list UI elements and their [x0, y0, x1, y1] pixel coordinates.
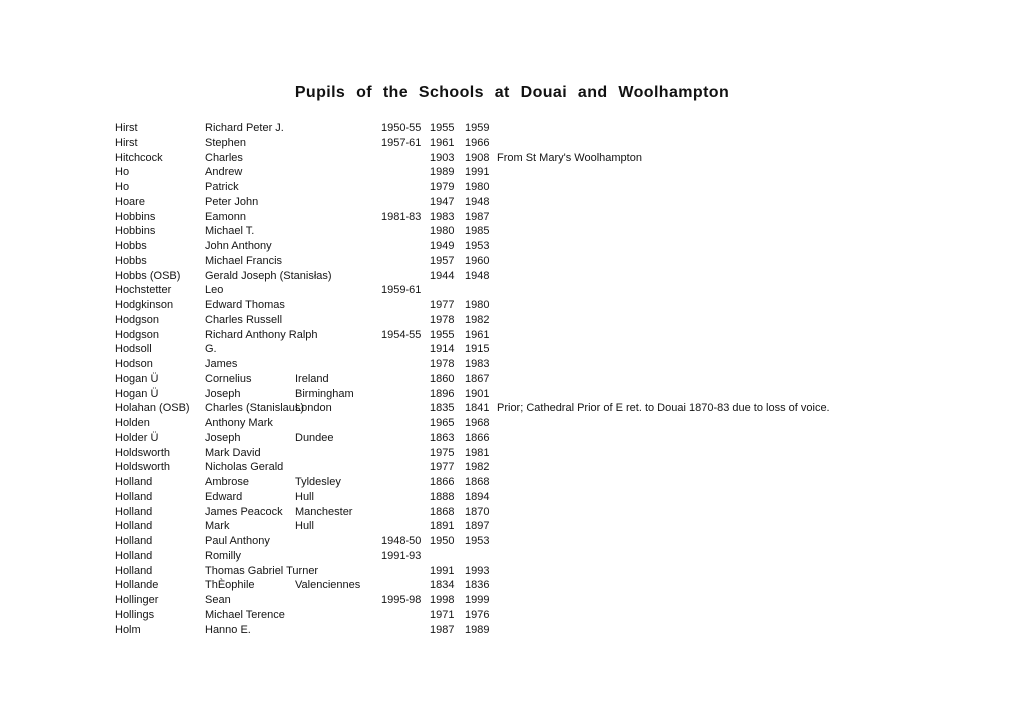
cell-range: 1991-93 [381, 549, 422, 562]
cell-year1: 1835 [430, 402, 455, 415]
cell-surname: Holm [115, 623, 141, 636]
cell-year2: 1867 [465, 372, 490, 385]
cell-year2: 1953 [465, 535, 490, 547]
cell-year1: 1983 [430, 210, 455, 223]
cell-forenames: Ambrose [205, 476, 250, 488]
cell-range: 1950-55 [381, 122, 422, 134]
cell-forenames: Gerald Joseph (Stanisłas) [205, 269, 332, 282]
cell-year1: 1965 [430, 417, 455, 429]
table-row [115, 578, 1014, 593]
page-title: Pupils of the Schools at Douai and Woolhampton [294, 84, 730, 101]
cell-surname: Hodgson [115, 313, 160, 326]
cell-surname: Holland [115, 490, 153, 503]
cell-year1: 1989 [430, 166, 455, 179]
cell-forenames: Joseph [205, 431, 241, 444]
cell-surname: Holland [115, 564, 153, 577]
cell-year1: 1866 [430, 476, 455, 488]
cell-year1: 1863 [430, 431, 455, 444]
cell-year1: 1903 [430, 151, 455, 164]
cell-forenames: Charles [205, 151, 243, 164]
cell-range: 1959-61 [381, 284, 422, 297]
cell-forenames: Patrick [205, 181, 239, 193]
cell-place: Ireland [295, 372, 329, 385]
table-row [115, 549, 1014, 564]
cell-year1: 1961 [430, 136, 455, 149]
cell-surname: Hodgkinson [115, 299, 174, 311]
cell-forenames: James Peacock [205, 505, 283, 518]
table-row [115, 416, 1014, 431]
table-row [115, 151, 1014, 166]
cell-year2: 1981 [465, 446, 490, 459]
table-row [115, 372, 1014, 387]
table-row [115, 431, 1014, 446]
cell-year2: 1841 [465, 402, 490, 415]
cell-forenames: Edward [205, 490, 243, 503]
cell-forenames: Thomas Gabriel Turner [205, 564, 319, 577]
cell-year1: 1868 [430, 505, 455, 518]
cell-forenames: James [205, 358, 238, 370]
cell-year2: 1894 [465, 490, 490, 503]
cell-surname: Hollings [115, 608, 155, 621]
table-row [115, 283, 1014, 298]
table-row [115, 608, 1014, 623]
cell-surname: Hollande [115, 579, 159, 592]
cell-year2: 1948 [465, 195, 490, 208]
cell-surname: Holdsworth [115, 461, 171, 474]
cell-forenames: Mark David [205, 446, 261, 459]
cell-place: Birmingham [295, 387, 354, 400]
cell-year1: 1978 [430, 313, 455, 326]
cell-year2: 1989 [465, 623, 490, 636]
table-row [115, 136, 1014, 151]
cell-surname: Hodson [115, 358, 153, 370]
cell-year2: 1993 [465, 564, 490, 577]
cell-surname: Hogan Ü [115, 372, 159, 385]
cell-year1: 1980 [430, 225, 455, 238]
cell-surname: Hirst [115, 136, 138, 149]
cell-year2: 1960 [465, 254, 490, 267]
cell-range: 1948-50 [381, 535, 422, 547]
cell-year1: 1944 [430, 269, 455, 282]
cell-forenames: Cornelius [205, 372, 252, 385]
cell-surname: Hollinger [115, 594, 159, 606]
cell-year1: 1888 [430, 490, 455, 503]
cell-surname: Hochstetter [115, 284, 172, 297]
table-row [115, 165, 1014, 180]
table-row [115, 387, 1014, 402]
cell-place: London [295, 402, 332, 415]
cell-year2: 1908 [465, 151, 490, 164]
cell-forenames: Mark [205, 520, 230, 533]
cell-forenames: Charles Russell [205, 313, 283, 326]
cell-place: Manchester [295, 505, 353, 518]
cell-year2: 1991 [465, 166, 490, 179]
cell-surname: Holdsworth [115, 446, 171, 459]
cell-year1: 1987 [430, 623, 455, 636]
cell-range: 1957-61 [381, 136, 422, 149]
cell-year2: 1985 [465, 225, 490, 238]
table-row [115, 342, 1014, 357]
cell-year1: 1957 [430, 254, 455, 267]
cell-year1: 1834 [430, 579, 455, 592]
cell-surname: Hirst [115, 122, 138, 134]
table-row [115, 224, 1014, 239]
table-row [115, 534, 1014, 549]
cell-range: 1981-83 [381, 210, 422, 223]
cell-year2: 1976 [465, 608, 490, 621]
cell-forenames: Charles (Stanislaus) [205, 402, 305, 415]
cell-year2: 1961 [465, 328, 490, 341]
cell-year2: 1868 [465, 476, 490, 488]
cell-year1: 1955 [430, 328, 455, 341]
cell-year1: 1891 [430, 520, 455, 533]
cell-forenames: Peter John [205, 195, 259, 208]
cell-forenames: Richard Anthony Ralph [205, 328, 318, 341]
table-row [115, 623, 1014, 638]
cell-surname: Hobbs [115, 254, 147, 267]
cell-year1: 1977 [430, 461, 455, 474]
cell-year2: 1953 [465, 240, 490, 252]
cell-forenames: Anthony Mark [205, 417, 273, 429]
cell-surname: Hoare [115, 195, 145, 208]
cell-year2: 1836 [465, 579, 490, 592]
cell-forenames: Michael Terence [205, 608, 285, 621]
cell-surname: Hobbins [115, 225, 156, 238]
cell-year2: 1980 [465, 299, 490, 311]
cell-surname: Hogan Ü [115, 387, 159, 400]
table-row [115, 446, 1014, 461]
cell-year2: 1866 [465, 431, 490, 444]
cell-year2: 1982 [465, 313, 490, 326]
cell-forenames: Leo [205, 284, 224, 297]
cell-surname: Holden [115, 417, 150, 429]
cell-year2: 1982 [465, 461, 490, 474]
cell-surname: Ho [115, 166, 130, 179]
cell-forenames: Eamonn [205, 210, 246, 223]
cell-year1: 1955 [430, 122, 455, 134]
cell-year2: 1915 [465, 343, 490, 356]
cell-surname: Hobbs (OSB) [115, 269, 181, 282]
cell-forenames: Edward Thomas [205, 299, 285, 311]
table-row [115, 210, 1014, 225]
pupils-table [115, 121, 1014, 637]
table-row [115, 460, 1014, 475]
table-row [115, 519, 1014, 534]
cell-year2: 1966 [465, 136, 490, 149]
cell-year1: 1991 [430, 564, 455, 577]
table-row [115, 328, 1014, 343]
cell-forenames: Romilly [205, 549, 242, 562]
cell-year2: 1901 [465, 387, 490, 400]
table-row [115, 401, 1014, 416]
cell-surname: Holder Ü [115, 431, 159, 444]
cell-forenames: Joseph [205, 387, 241, 400]
cell-year1: 1975 [430, 446, 455, 459]
table-row [115, 490, 1014, 505]
cell-place: Dundee [295, 431, 334, 444]
cell-year2: 1980 [465, 181, 490, 193]
table-row [115, 313, 1014, 328]
cell-surname: Holland [115, 549, 153, 562]
cell-range: 1995-98 [381, 594, 422, 606]
cell-forenames: G. [205, 343, 217, 356]
cell-year1: 1896 [430, 387, 455, 400]
table-row [115, 593, 1014, 608]
cell-surname: Hitchcock [115, 151, 163, 164]
cell-year1: 1949 [430, 240, 455, 252]
cell-year2: 1870 [465, 505, 490, 518]
table-row [115, 239, 1014, 254]
cell-forenames: John Anthony [205, 240, 272, 252]
cell-year2: 1987 [465, 210, 490, 223]
cell-forenames: Andrew [205, 166, 243, 179]
cell-surname: Ho [115, 181, 130, 193]
table-row [115, 475, 1014, 490]
cell-place: Hull [295, 520, 314, 533]
cell-surname: Holland [115, 535, 153, 547]
cell-year1: 1977 [430, 299, 455, 311]
cell-year2: 1983 [465, 358, 490, 370]
cell-forenames: Michael T. [205, 225, 255, 238]
cell-surname: Hobbs [115, 240, 147, 252]
cell-forenames: Michael Francis [205, 254, 283, 267]
cell-forenames: Nicholas Gerald [205, 461, 284, 474]
cell-surname: Holland [115, 476, 153, 488]
cell-surname: Holahan (OSB) [115, 402, 190, 415]
table-row [115, 357, 1014, 372]
cell-year1: 1978 [430, 358, 455, 370]
table-row [115, 121, 1014, 136]
cell-note: Prior; Cathedral Prior of E ret. to Douai 1870-83 due to loss of voice. [497, 402, 830, 415]
table-row [115, 505, 1014, 520]
cell-forenames: ThÈophile [205, 579, 255, 592]
cell-range: 1954-55 [381, 328, 422, 341]
cell-place: Hull [295, 490, 314, 503]
cell-surname: Holland [115, 505, 153, 518]
cell-year1: 1998 [430, 594, 455, 606]
cell-surname: Holland [115, 520, 153, 533]
cell-year1: 1914 [430, 343, 455, 356]
table-row [115, 298, 1014, 313]
cell-year1: 1971 [430, 608, 455, 621]
cell-forenames: Hanno E. [205, 623, 251, 636]
table-row [115, 564, 1014, 579]
table-row [115, 180, 1014, 195]
cell-forenames: Paul Anthony [205, 535, 270, 547]
cell-forenames: Richard Peter J. [205, 122, 284, 134]
table-row [115, 269, 1014, 284]
cell-surname: Hobbins [115, 210, 156, 223]
cell-year2: 1968 [465, 417, 490, 429]
table-row [115, 195, 1014, 210]
cell-year2: 1897 [465, 520, 490, 533]
cell-surname: Hodsoll [115, 343, 152, 356]
table-row [115, 254, 1014, 269]
cell-forenames: Stephen [205, 136, 246, 149]
cell-note: From St Mary's Woolhampton [497, 151, 642, 164]
cell-surname: Hodgson [115, 328, 160, 341]
cell-year2: 1959 [465, 122, 490, 134]
cell-year2: 1948 [465, 269, 490, 282]
cell-year1: 1860 [430, 372, 455, 385]
cell-year1: 1979 [430, 181, 455, 193]
cell-year1: 1947 [430, 195, 455, 208]
cell-place: Valenciennes [295, 579, 361, 592]
cell-place: Tyldesley [295, 476, 341, 488]
cell-year2: 1999 [465, 594, 490, 606]
cell-year1: 1950 [430, 535, 455, 547]
cell-forenames: Sean [205, 594, 231, 606]
